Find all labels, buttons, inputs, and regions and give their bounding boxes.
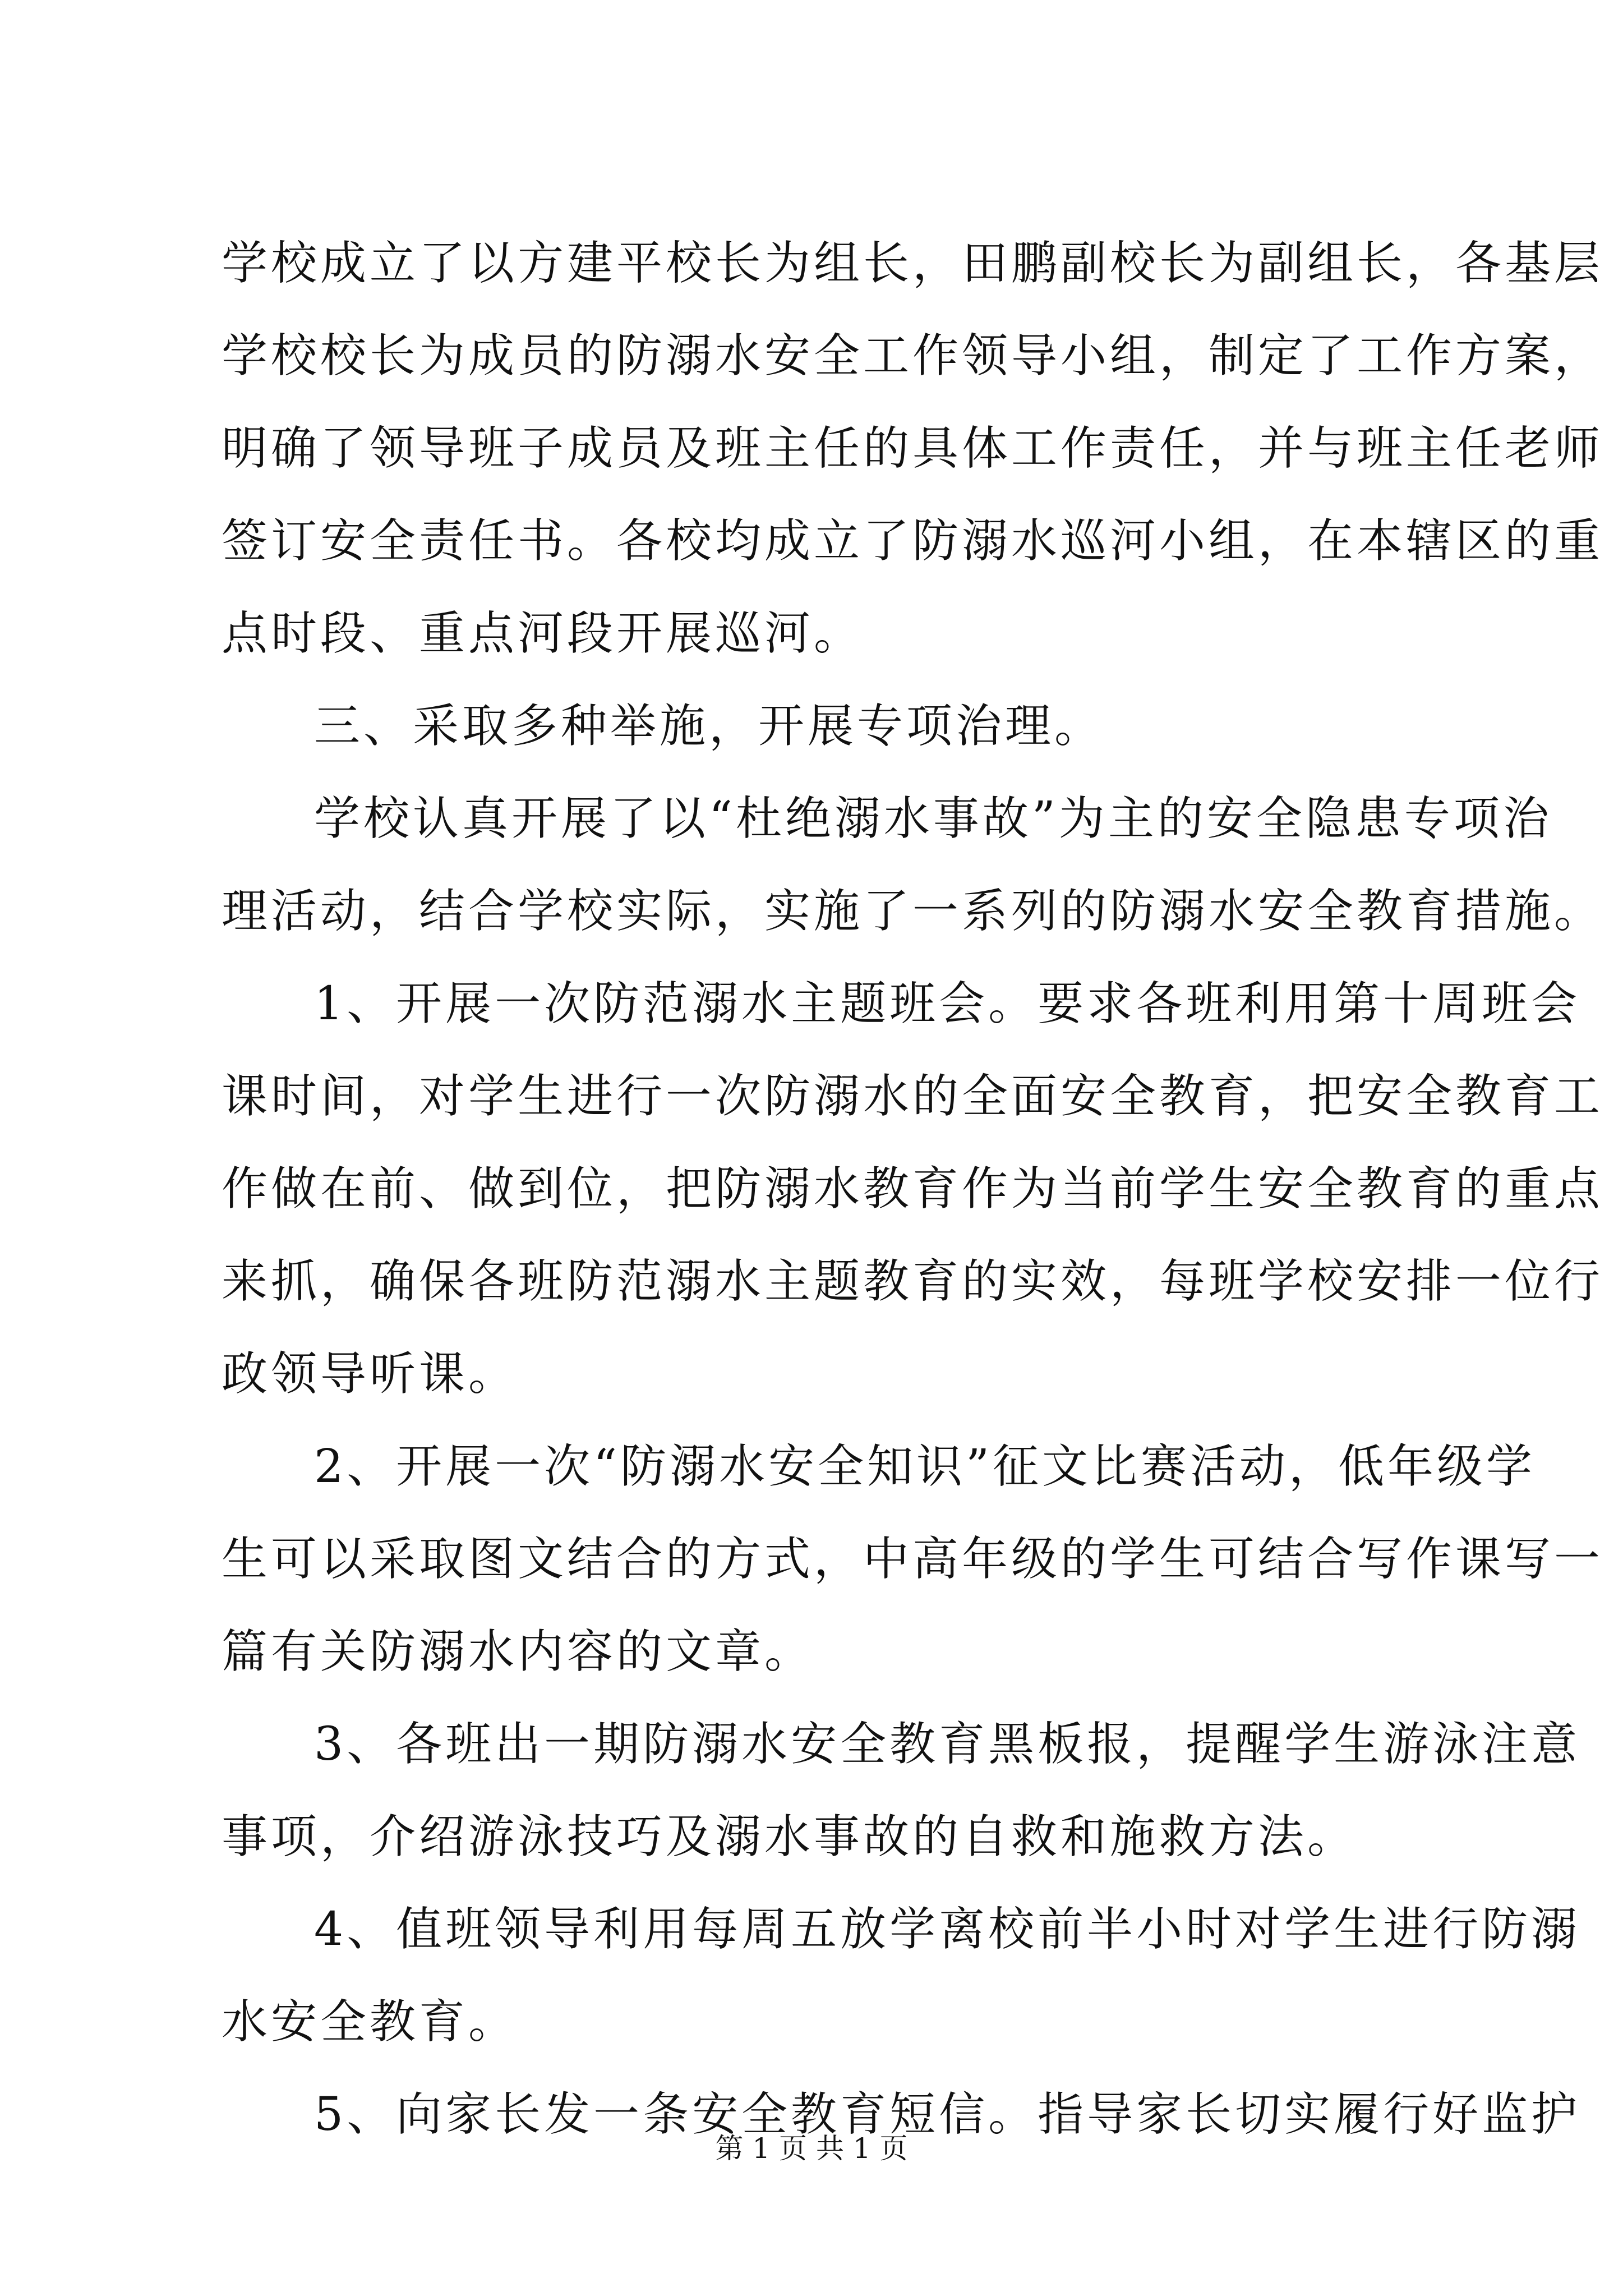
list-item-1-line: 作做在前、做到位，把防溺水教育作为当前学生安全教育的重点 [222, 1162, 1604, 1216]
body-line: 点时段、重点河段开展巡河。 [222, 607, 864, 660]
body-line: 理活动，结合学校实际，实施了一系列的防溺水安全教育措施。 [222, 885, 1604, 938]
list-item-2-line: 篇有关防溺水内容的文章。 [222, 1625, 814, 1678]
list-item-3-line: 3、各班出一期防溺水安全教育黑板报，提醒学生游泳注意 [314, 1718, 1581, 1771]
list-item-1-line: 来抓，确保各班防范溺水主题教育的实效，每班学校安排一位行 [222, 1255, 1604, 1308]
list-item-2-line: 生可以采取图文结合的方式，中高年级的学生可结合写作课写一 [222, 1533, 1604, 1586]
list-item-1-line: 政领导听课。 [222, 1347, 518, 1401]
body-line: 明确了领导班子成员及班主任的具体工作责任，并与班主任老师 [222, 422, 1604, 475]
list-item-1-line: 1、开展一次防范溺水主题班会。要求各班利用第十周班会 [314, 977, 1581, 1030]
list-item-4-line: 4、值班领导利用每周五放学离校前半小时对学生进行防溺 [314, 1903, 1581, 1956]
list-item-4-line: 水安全教育。 [222, 1995, 518, 2049]
list-item-5-line: 5、向家长发一条安全教育短信。指导家长切实履行好监护 [314, 2088, 1581, 2141]
list-item-3-line: 事项，介绍游泳技巧及溺水事故的自救和施救方法。 [222, 1810, 1357, 1864]
list-item-2-line: 2、开展一次“防溺水安全知识”征文比赛活动，低年级学 [314, 1440, 1536, 1493]
section-heading: 三、采取多种举施，开展专项治理。 [314, 700, 1104, 753]
body-line: 签订安全责任书。各校均成立了防溺水巡河小组，在本辖区的重 [222, 514, 1604, 568]
page-number-footer: 第 1 页 共 1 页 [715, 2132, 908, 2165]
list-item-1-line: 课时间，对学生进行一次防溺水的全面安全教育，把安全教育工 [222, 1070, 1604, 1123]
body-line: 学校校长为成员的防溺水安全工作领导小组，制定了工作方案， [222, 329, 1604, 383]
body-line: 学校认真开展了以“杜绝溺水事故”为主的安全隐患专项治 [314, 792, 1552, 845]
body-line: 学校成立了以方建平校长为组长，田鹏副校长为副组长，各基层 [222, 237, 1604, 290]
